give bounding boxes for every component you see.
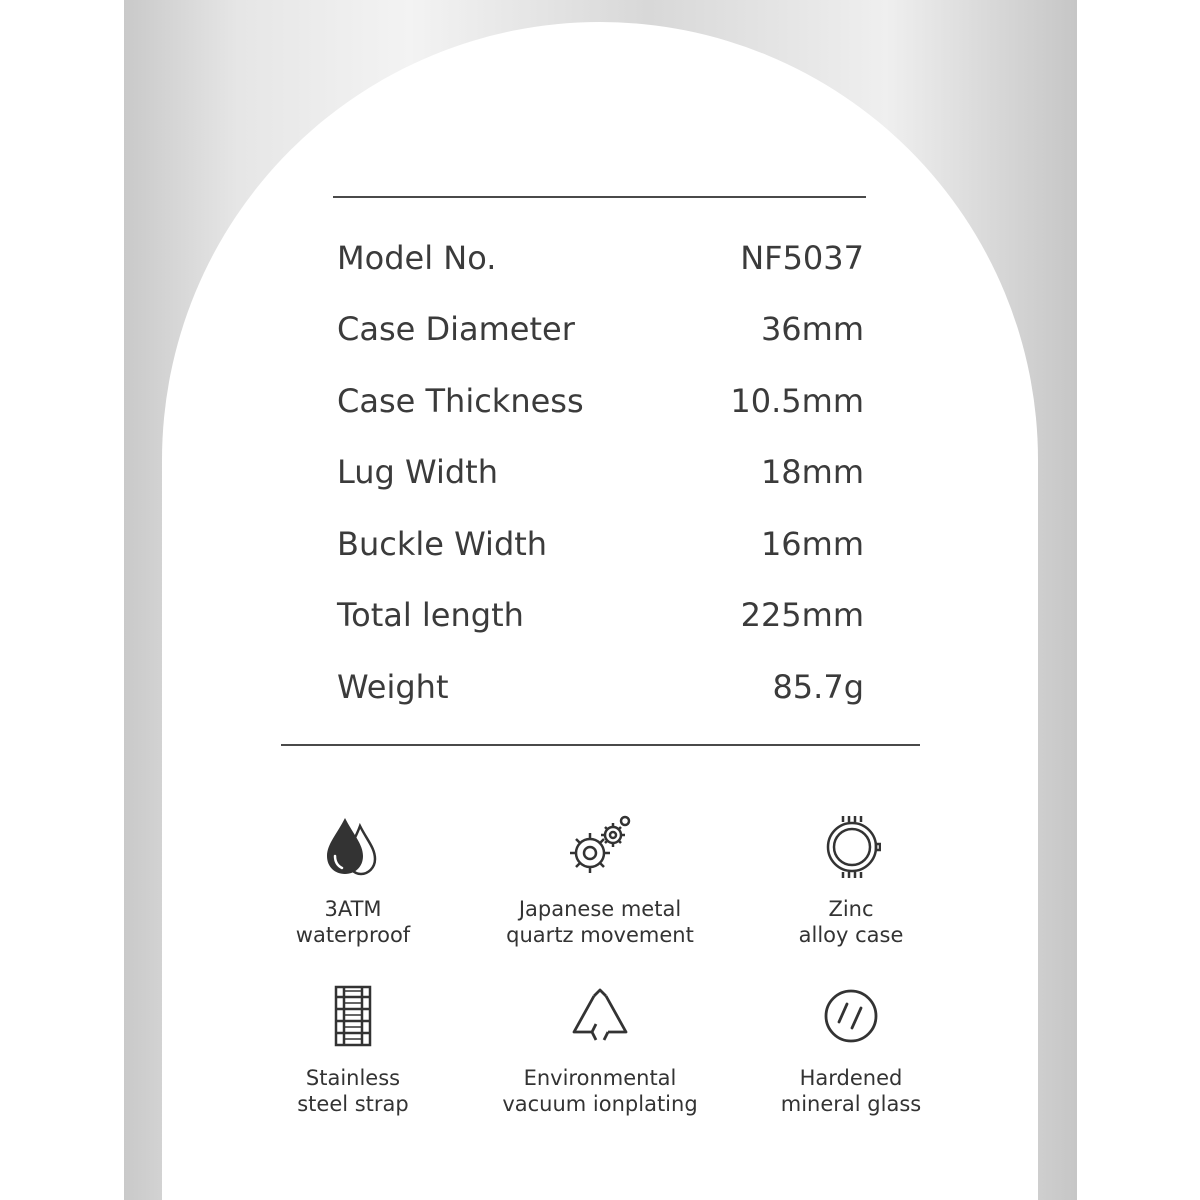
spec-table bbox=[337, 222, 864, 723]
spec-value: NF5037 bbox=[740, 238, 864, 277]
spec-label: Case Diameter bbox=[337, 310, 575, 349]
spec-value: 225mm bbox=[740, 596, 864, 635]
feature-line2: alloy case bbox=[798, 923, 904, 947]
spec-value: 16mm bbox=[760, 524, 864, 563]
water-drops-icon bbox=[223, 812, 483, 882]
spec-row-weight bbox=[337, 651, 864, 723]
feature-quartz-movement bbox=[470, 812, 730, 948]
spec-value: 36mm bbox=[760, 310, 864, 349]
feature-zinc-case bbox=[721, 812, 981, 948]
feature-line1: Stainless bbox=[305, 1066, 401, 1090]
spec-row-total-length bbox=[337, 580, 864, 652]
spec-label: Total length bbox=[337, 596, 524, 635]
feature-line1: Hardened bbox=[799, 1066, 903, 1090]
top-divider bbox=[333, 196, 866, 198]
spec-row-model bbox=[337, 222, 864, 294]
spec-value: 10.5mm bbox=[730, 381, 864, 420]
feature-line2: waterproof bbox=[295, 923, 411, 947]
spec-row-buckle-width bbox=[337, 508, 864, 580]
spec-label: Case Thickness bbox=[337, 381, 584, 420]
watch-case-icon bbox=[721, 812, 981, 882]
feature-line1: Environmental bbox=[523, 1066, 677, 1090]
spec-value: 85.7g bbox=[772, 667, 864, 706]
recycle-triangle-icon bbox=[470, 981, 730, 1051]
bottom-divider bbox=[281, 744, 920, 746]
feature-ionplating bbox=[470, 981, 730, 1117]
steel-strap-icon bbox=[223, 981, 483, 1051]
spec-row-case-diameter bbox=[337, 294, 864, 366]
feature-waterproof bbox=[223, 812, 483, 948]
feature-line1: Zinc bbox=[828, 897, 874, 921]
feature-line1: Japanese metal bbox=[518, 897, 682, 921]
feature-line2: vacuum ionplating bbox=[502, 1092, 698, 1116]
spec-row-case-thickness bbox=[337, 365, 864, 437]
spec-label: Lug Width bbox=[337, 453, 498, 492]
spec-row-lug-width bbox=[337, 437, 864, 509]
glass-icon bbox=[721, 981, 981, 1051]
feature-steel-strap bbox=[223, 981, 483, 1117]
feature-mineral-glass bbox=[721, 981, 981, 1117]
feature-line2: mineral glass bbox=[780, 1092, 922, 1116]
spec-value: 18mm bbox=[760, 453, 864, 492]
spec-label: Model No. bbox=[337, 238, 497, 277]
spec-label: Buckle Width bbox=[337, 524, 548, 563]
gears-icon bbox=[470, 812, 730, 882]
feature-line2: steel strap bbox=[297, 1092, 409, 1116]
feature-line1: 3ATM bbox=[324, 897, 382, 921]
feature-line2: quartz movement bbox=[506, 923, 694, 947]
spec-label: Weight bbox=[337, 667, 449, 706]
